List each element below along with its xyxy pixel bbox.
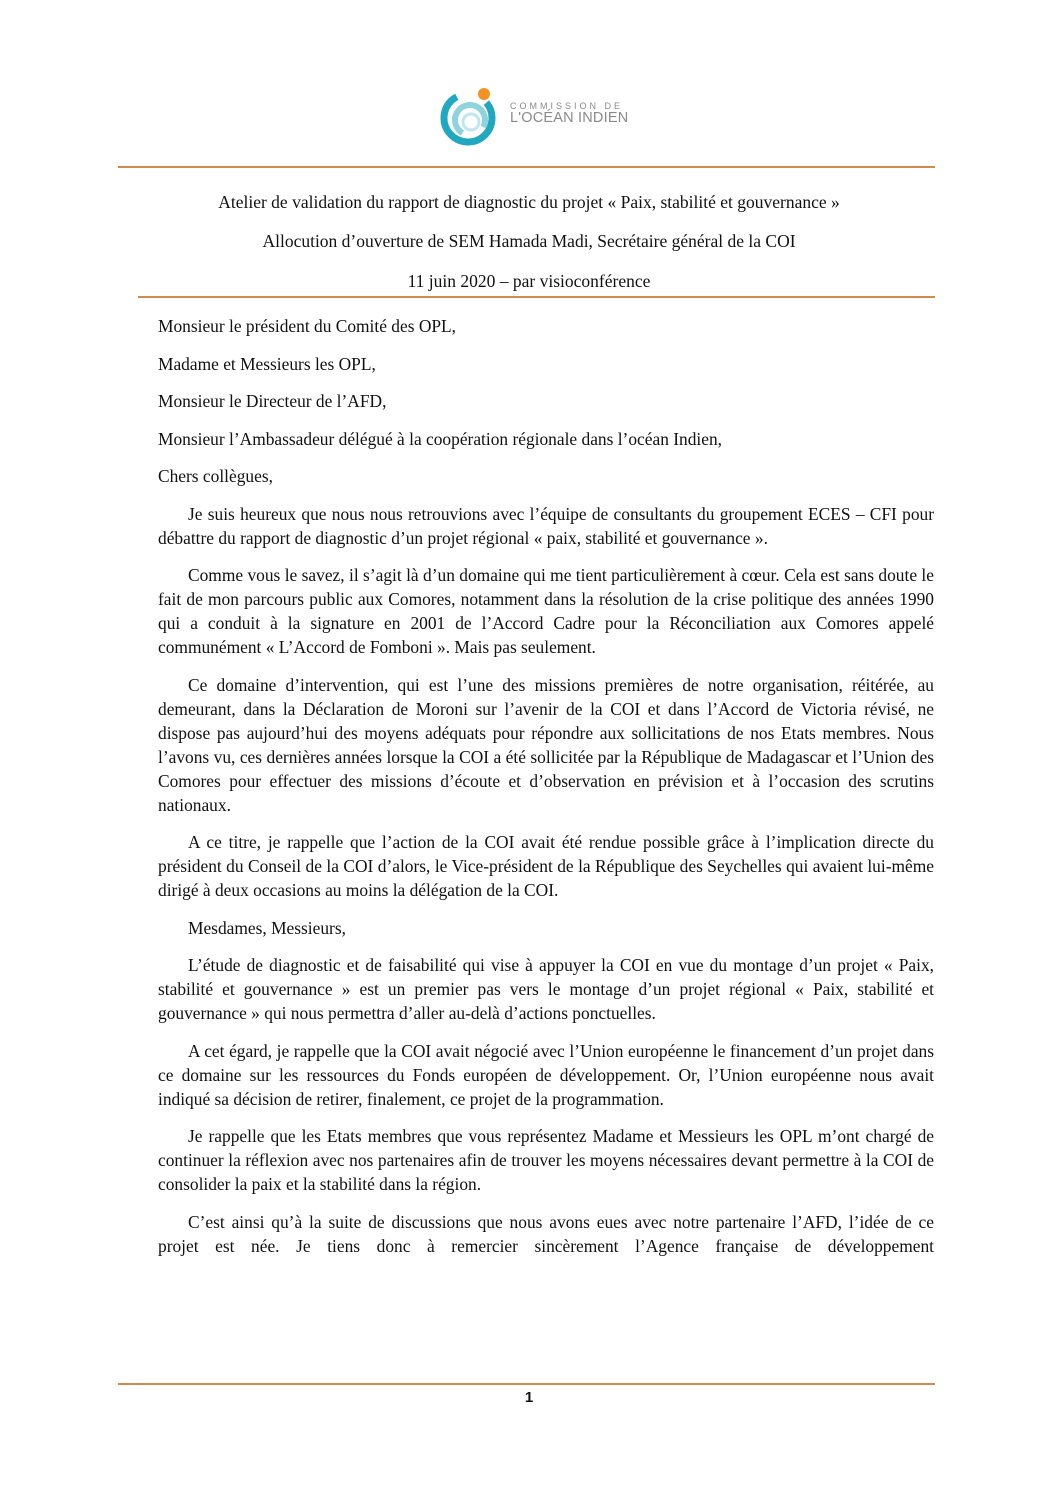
logo-line2: L'OCÉAN INDIEN [510, 110, 629, 127]
document-title: Atelier de validation du rapport de diagnostic du projet « Paix, stabilité et gouvernance » [218, 192, 840, 212]
paragraph: Ce domaine d’intervention, qui est l’une des missions premières de notre organisation, réitérée, au demeurant, dans la Déclaration de Moroni sur l’avenir de la COI et dans l’Accord de Victoria révisé, ne dispose pas aujourd’hui des moyens adéquats pour répondre aux sollicitations de nos Etats membres. Nous l’avons vu, ces dernières années lorsque la COI a été sollicitée par la République de Madagascar et l’Union des Comores pour effectuer des missions d’écoute et d’observation en prévision et à l’occasion des scrutins nationaux. [158, 674, 934, 815]
header-rule-bottom [138, 296, 935, 298]
salutation: Monsieur le président du Comité des OPL, [158, 316, 457, 336]
paragraph: Je suis heureux que nous nous retrouvions avec l’équipe de consultants du groupement ECES – CFI pour débattre du rapport de diagnostic d’un projet régional « paix, stabilité et gouvernance ». [158, 503, 934, 548]
coi-emblem-icon [440, 82, 500, 146]
footer-rule [118, 1383, 935, 1385]
document-date: 11 juin 2020 – par visioconférence [407, 271, 651, 291]
header-rule-top [118, 166, 935, 168]
salutation: Monsieur le Directeur de l’AFD, [158, 391, 387, 411]
paragraph: C’est ainsi qu’à la suite de discussions que nous avons eues avec notre partenaire l’AFD, l’idée de ce projet est née. Je tiens donc à remercier sincèrement l’Agence française de développement [158, 1211, 934, 1256]
paragraph: Comme vous le savez, il s’agit là d’un domaine qui me tient particulièrement à cœur. Cela est sans doute le fait de mon parcours public aux Comores, notamment dans la résolution de la crise politique des années 1990 qui a conduit à la signature en 2001 de l’Accord Cadre pour la Réconciliation aux Comores appelé communément « L’Accord de Fomboni ». Mais pas seulement. [158, 565, 934, 657]
paragraph: A ce titre, je rappelle que l’action de la COI avait été rendue possible grâce à l’implication directe du président du Conseil de la COI d’alors, le Vice-président de la République des Seychelles qui avaient lui-même dirigé à deux occasions au moins la délégation de la COI. [158, 832, 934, 900]
salutation: Monsieur l’Ambassadeur délégué à la coopération régionale dans l’océan Indien, [158, 428, 723, 449]
logo-line1: COMMISSION DE [510, 100, 624, 111]
paragraph: L’étude de diagnostic et de faisabilité qui vise à appuyer la COI en vue du montage d’un projet « Paix, stabilité et gouvernance » est un premier pas vers le montage d’un projet régional « Paix, stabilité et gouvernance » qui nous permettra d’aller au-delà d’actions ponctuelles. [158, 955, 934, 1023]
paragraph: Mesdames, Messieurs, [188, 917, 346, 938]
page-number: 1 [524, 1389, 534, 1406]
document-subtitle: Allocution d’ouverture de SEM Hamada Madi, Secrétaire général de la COI [262, 231, 796, 251]
coi-logo [440, 80, 660, 148]
paragraph: Je rappelle que les Etats membres que vous représentez Madame et Messieurs les OPL m’ont chargé de continuer la réflexion avec nos partenaires afin de trouver les moyens nécessaires devant permettre à la COI de consolider la paix et la stabilité dans la région. [158, 1126, 934, 1194]
salutation: Chers collègues, [158, 466, 273, 486]
document-body [158, 314, 934, 1271]
paragraph: A cet égard, je rappelle que la COI avait négocié avec l’Union européenne le financement d’un projet dans ce domaine sur les ressources du Fonds européen de développement. Or, l’Union européenne nous avait indiqué sa décision de retirer, finalement, ce projet de la programmation. [158, 1040, 934, 1109]
salutation: Madame et Messieurs les OPL, [158, 353, 376, 374]
